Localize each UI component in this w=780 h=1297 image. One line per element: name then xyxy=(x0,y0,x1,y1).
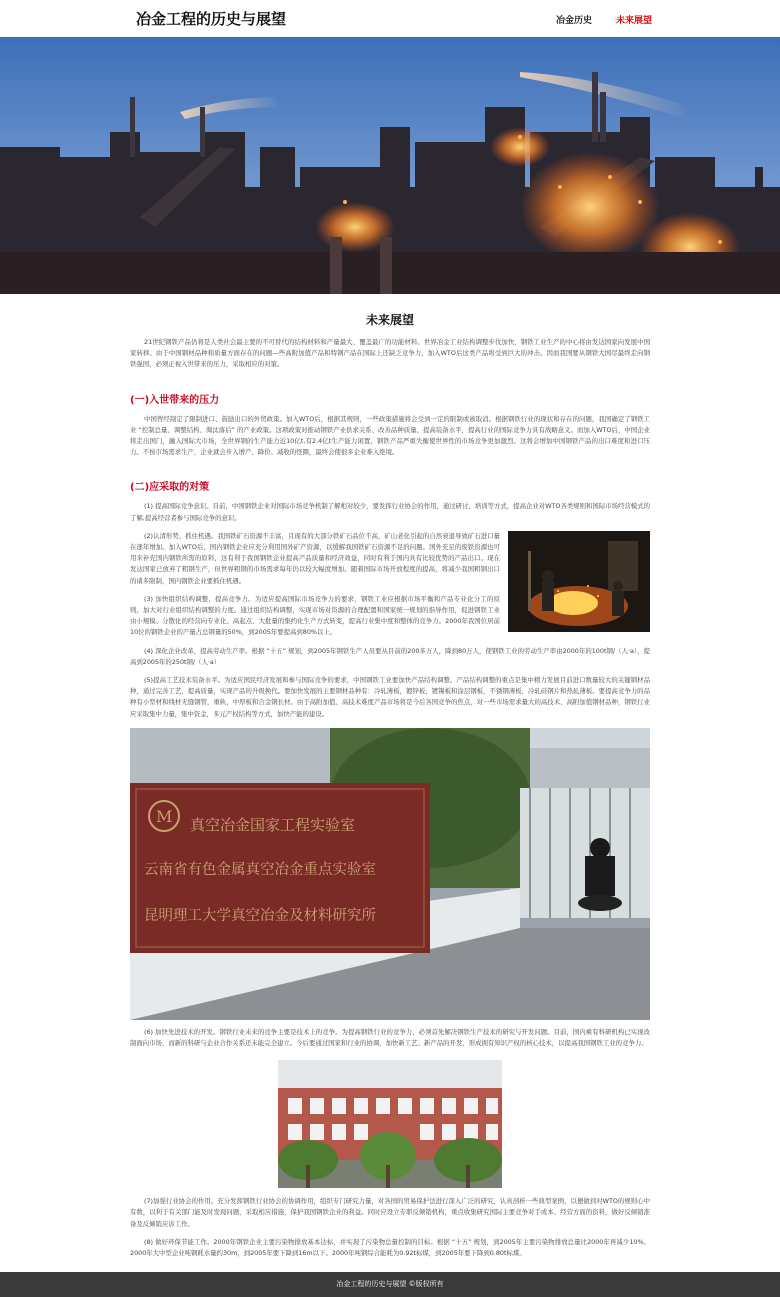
nav-link-future[interactable]: 未来展望 xyxy=(616,16,653,26)
hero-steel-plant-image xyxy=(0,37,780,294)
lab-entrance-photo xyxy=(130,728,650,1020)
research-building-photo xyxy=(278,1060,502,1188)
measure-6-text: (6) 加快先进技术的开发。钢铁行业未来的竞争主要是技术上的竞争。为提高钢铁行业的竞争力，必须首先解决钢铁生产技术的研究与开发问题。目前，国内乘有科研机构已实现改制面向市场，而新的科研与企业合作关系还未能完全建立。今后要通过国家和行业的协调，加快新工艺、新产品的开发，形成拥有知识产权的核心技术，以提高我国钢铁工业的竞争力。 xyxy=(130,1027,650,1048)
section-title-pressure: (一)入世带来的压力 xyxy=(130,394,220,406)
measure-8-text: (8) 做好环保节能工作。2000年钢铁企业主要污染物排放基本达标，并实现了污染物总量控制的目标。根据 “十五” 规划，到2005年主要污染物排放总量比2000年再减少10%。2000年大中型企业吨钢耗水量约30m，到2005年要下降到16m以下。2000年吨钢综合能耗为0.92t标煤，到2005年要下降到0.80t标煤。 xyxy=(130,1237,650,1258)
measure-1-text: (1) 提高国际竞争意识。目前，中国钢铁企业对国际市场竞争机制了解相对较少，要发挥行业协会的作用，通过研讨、培训等方式，提高企业对WTO各类规则和国际市场经营模式的了解,提高经营者参与国际竞争的意识。 xyxy=(130,502,650,522)
plaque-line-1: 真空冶金国家工程实验室 xyxy=(190,815,356,834)
measure-2-text: (2)认清形势、抓住机遇。我国铁矿石资源不丰富，且现有的大部分铁矿石品位不高，矿山老化引起的自然衰退导致矿石进口量在逐年增加。加入WTO后，国内钢铁企业应充分利用国外矿产资源，以缓解我国铁矿石资源不足的问题。国外充足的废铁资源也可用来补充国内钢铁所需的原料，这有利于我国钢铁企业提高产品质量和经济效益，同时有利于国内具有比较优势的产品出口。现在发达国家已放弃了粗钢生产，但世界粗钢的市场需求每年仍以较大幅度增加。随着国际市场开放程度的提高，将减少我国粗钢出口的诸多限制，国内钢铁企业要抓住机遇。 xyxy=(130,531,500,585)
site-title[interactable]: 冶金工程的历史与展望 xyxy=(136,10,287,28)
measure-5-text: (5)提高工艺技术装备水平。为适应国民经济发展和参与国际竞争的要求，中国钢铁工业要加快产品结构调整。产品结构调整的重点是集中精力发展目前进口数量较大的关键钢材品种，通过完善工艺，提高质量，实现产品的升级换代。要加快发展的主要钢材品种有：冷轧薄板，镀锌板，镀锡板和涂层钢板，不锈钢薄板，冷轧硅钢片和热轧薄板。要提高竞争力的品种有小型材和线材无缝钢管，重轨，中厚板和合金钢长材。由于高附加值、高技术难度产品市场将是今后各国竞争的焦点，对一些市场需求量大的高技术、高附加值钢材品种，钢铁行业应采取集中力量，集中资金，多元产权结构等方式，加快产能的建设。 xyxy=(130,676,650,718)
plaque-line-2: 云南省有色金属真空冶金重点实验室 xyxy=(144,861,376,878)
measure-3-text: (3) 加快组织结构调整，提高竞争力。为适应提高国际市场竞争力的要求，钢铁工业应根据市场平衡和产品专业化分工的原则，加大对行业组织结构调整的力度。通过组织结构调整，实现市场对资源的合理配置和国家统一规划的指导作用，促进钢铁工业由小规模、分散化的经营向专业化、高起点、大批量的集约化生产方式转变，提高行业集中度和整体的竞争力。2000年我国位居前10位的钢铁企业的产量占总钢量的50%，到2005年要提高到80%以上。 xyxy=(130,594,500,637)
svg-text:M: M xyxy=(156,806,173,826)
measure-7-text: (7)加强行业协会的作用。充分发挥钢铁行业协会的协调作用，组织专门研究力量，对各国的贸易保护法进行深入广泛的研究，认真剖析一些典型案例，以便做到对WTO的规则心中有数，以利于有关部门能及时发现问题，采取相应措施，保护我国钢铁企业的利益。同时应设立专职反倾销机构，重点收集研究国际主要竞争对手成本、经营方面的资料，做好反倾销准备及反倾销应诉工作。 xyxy=(130,1197,650,1228)
main-content xyxy=(130,311,650,1259)
site-header xyxy=(0,0,780,37)
plaque-line-3: 昆明理工大学真空冶金及材料研究所 xyxy=(144,907,376,924)
footer-copyright: 冶金工程的历史与展望 ©版权所有 xyxy=(336,1280,444,1288)
furnace-workers-photo xyxy=(508,531,650,632)
intro-paragraph: 21世纪钢铁产品仍将是人类社会最主要的不可替代的结构材料和产量最大、覆盖最广的功能材料。世界冶金工业结构调整步伐加快，钢铁工业生产的中心将由发达国家向发展中国家转移。由于中国钢材品种和质量方面存在的问题—些高附加值产品和特钢产品在国际上还缺乏竞争力，加入WTO后这类产品将受到巨大的冲击。因而我国要从钢铁大国尽最终走向钢铁强国，必须正视入世带来的压力，采取相应的对策。 xyxy=(130,338,650,369)
measure-4-text: (4) 深化企业改革，提高劳动生产率。根据 “十五” 规划，到2005年钢铁生产人员要从目前的200多万人，降到80万人，使钢铁工业的劳动生产率由2000年的100t钢/（人·a），提高到2005年的250t钢/（人·a） xyxy=(130,646,650,666)
page-heading: 未来展望 xyxy=(365,313,414,327)
section-title-measures: (二)应采取的对策 xyxy=(130,482,210,494)
nav-link-history[interactable]: 冶金历史 xyxy=(556,16,593,26)
site-footer xyxy=(0,1272,780,1297)
section-pressure-text: 中国曾经制定了限制进口、鼓励出口的外贸政策。加入WTO后，根据其规则，一些政策措施将会受到一定的限制或被取消。根据钢铁行业的现状和存在的问题，我国确定了钢铁工业 “控制总量、调整结构、淘汰落后” 的产业政策。这项政策对推动钢铁产业供求关系、改善品种质量、提高装备水平，提高行业的国际竞争力具有战略意义。而加入WTO后，中国企业将走出国门，融入国际大市场，全世界钢的生产能力近10亿t,有2.4亿t生产能力闲置，钢铁产品严重失衡使世界性的市场竞争更加激烈。这将会增加中国钢铁产品的出口难度和进口压力。不按市场需求生产，企业就会步入增产、降价、减收的怪圈，最终会使很多企业难入绝境。 xyxy=(130,414,650,457)
